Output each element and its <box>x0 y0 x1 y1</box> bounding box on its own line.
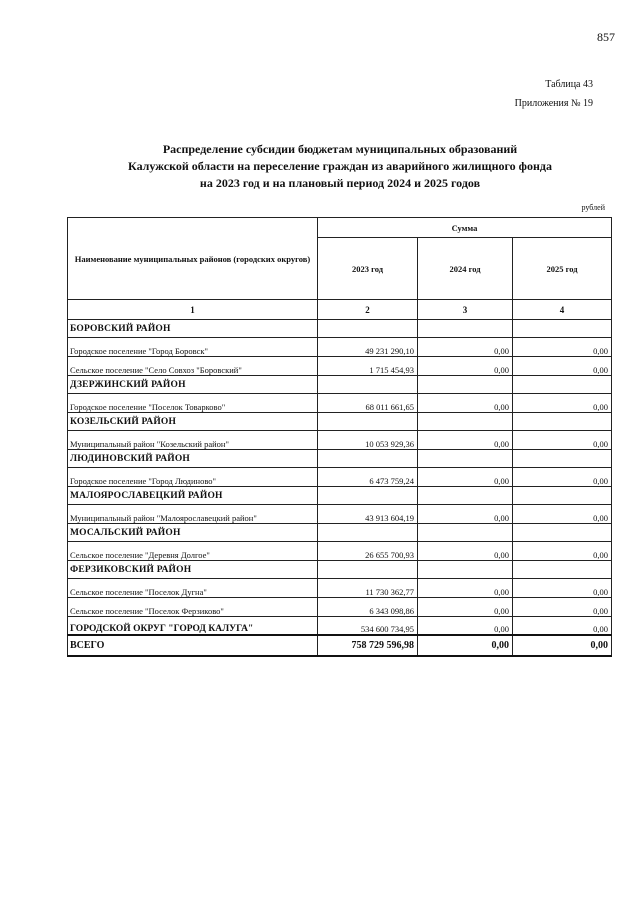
value-2024: 0,00 <box>418 431 513 450</box>
table-row <box>68 338 612 357</box>
table-row <box>68 579 612 598</box>
value-2024: 0,00 <box>418 542 513 561</box>
table-row <box>68 468 612 487</box>
settlement-name: Городское поселение "Город Боровск" <box>68 338 318 357</box>
value-2025: 0,00 <box>513 598 612 617</box>
value-2023: 68 011 661,65 <box>318 394 418 413</box>
value-2025: 0,00 <box>513 431 612 450</box>
district-name: ДЗЕРЖИНСКИЙ РАЙОН <box>68 376 318 394</box>
value-2023: 49 231 290,10 <box>318 338 418 357</box>
table-row <box>68 505 612 524</box>
document-title <box>60 141 620 192</box>
value-2025: 0,00 <box>513 468 612 487</box>
settlement-name: Сельское поселение "Деревня Долгое" <box>68 542 318 561</box>
total-2024: 0,00 <box>418 635 513 656</box>
value-2023: 6 343 098,86 <box>318 598 418 617</box>
page-number: 857 <box>597 30 615 44</box>
city-row <box>68 617 612 636</box>
value-2025: 0,00 <box>513 542 612 561</box>
district-name: МАЛОЯРОСЛАВЕЦКИЙ РАЙОН <box>68 487 318 505</box>
units-label: рублей <box>581 203 605 212</box>
total-2025: 0,00 <box>513 635 612 656</box>
district-name: КОЗЕЛЬСКИЙ РАЙОН <box>68 413 318 431</box>
district-name: ФЕРЗИКОВСКИЙ РАЙОН <box>68 561 318 579</box>
settlement-name: Городское поселение "Поселок Товарково" <box>68 394 318 413</box>
header-index: 3 <box>418 300 513 320</box>
settlement-name: Муниципальный район "Козельский район" <box>68 431 318 450</box>
settlement-name: Муниципальный район "Малоярославецкий район" <box>68 505 318 524</box>
header-year-2023: 2023 год <box>318 238 418 300</box>
header-year-2024: 2024 год <box>418 238 513 300</box>
value-2024: 0,00 <box>418 505 513 524</box>
value-2023: 26 655 700,93 <box>318 542 418 561</box>
value-2023: 6 473 759,24 <box>318 468 418 487</box>
value-2024: 0,00 <box>418 357 513 376</box>
table-row <box>68 394 612 413</box>
table-row <box>68 357 612 376</box>
settlement-name: Сельское поселение "Село Совхоз "Боровский" <box>68 357 318 376</box>
title-line: Калужской области на переселение граждан из аварийного жилищного фонда <box>128 159 552 173</box>
header-index: 2 <box>318 300 418 320</box>
table-row <box>68 431 612 450</box>
settlement-name: Городское поселение "Город Людиново" <box>68 468 318 487</box>
appendix-label: Приложения № 19 <box>514 98 593 109</box>
value-2024: 0,00 <box>418 579 513 598</box>
value-2025: 0,00 <box>513 579 612 598</box>
city-name: ГОРОДСКОЙ ОКРУГ "ГОРОД КАЛУГА" <box>68 617 318 636</box>
district-name: БОРОВСКИЙ РАЙОН <box>68 320 318 338</box>
district-row <box>68 561 612 579</box>
header-year-2025: 2025 год <box>513 238 612 300</box>
district-row <box>68 413 612 431</box>
header-sum: Сумма <box>318 218 612 238</box>
district-row <box>68 320 612 338</box>
district-name: МОСАЛЬСКИЙ РАЙОН <box>68 524 318 542</box>
settlement-name: Сельское поселение "Поселок Ферзиково" <box>68 598 318 617</box>
value-2025: 0,00 <box>513 617 612 636</box>
value-2025: 0,00 <box>513 338 612 357</box>
district-row <box>68 450 612 468</box>
header-name: Наименование муниципальных районов (городских округов) <box>68 218 318 300</box>
value-2023: 10 053 929,36 <box>318 431 418 450</box>
settlement-name: Сельское поселение "Поселок Дугна" <box>68 579 318 598</box>
title-line: Распределение субсидии бюджетам муниципальных образований <box>162 142 518 156</box>
value-2025: 0,00 <box>513 357 612 376</box>
district-name: ЛЮДИНОВСКИЙ РАЙОН <box>68 450 318 468</box>
district-row <box>68 524 612 542</box>
title-line: на 2023 год и на плановый период 2024 и 2025 годов <box>199 176 481 190</box>
table-row <box>68 598 612 617</box>
value-2024: 0,00 <box>418 617 513 636</box>
header-index: 4 <box>513 300 612 320</box>
value-2025: 0,00 <box>513 394 612 413</box>
value-2024: 0,00 <box>418 598 513 617</box>
value-2023: 11 730 362,77 <box>318 579 418 598</box>
value-2024: 0,00 <box>418 394 513 413</box>
subsidy-table <box>67 217 612 657</box>
table-label: Таблица 43 <box>545 79 593 90</box>
value-2024: 0,00 <box>418 338 513 357</box>
district-row <box>68 376 612 394</box>
value-2023: 534 600 734,95 <box>318 617 418 636</box>
table-row <box>68 542 612 561</box>
value-2023: 1 715 454,93 <box>318 357 418 376</box>
header-index: 1 <box>68 300 318 320</box>
total-label: ВСЕГО <box>68 635 318 656</box>
value-2024: 0,00 <box>418 468 513 487</box>
value-2023: 43 913 604,19 <box>318 505 418 524</box>
district-row <box>68 487 612 505</box>
total-row <box>68 635 612 656</box>
value-2025: 0,00 <box>513 505 612 524</box>
total-2023: 758 729 596,98 <box>318 635 418 656</box>
